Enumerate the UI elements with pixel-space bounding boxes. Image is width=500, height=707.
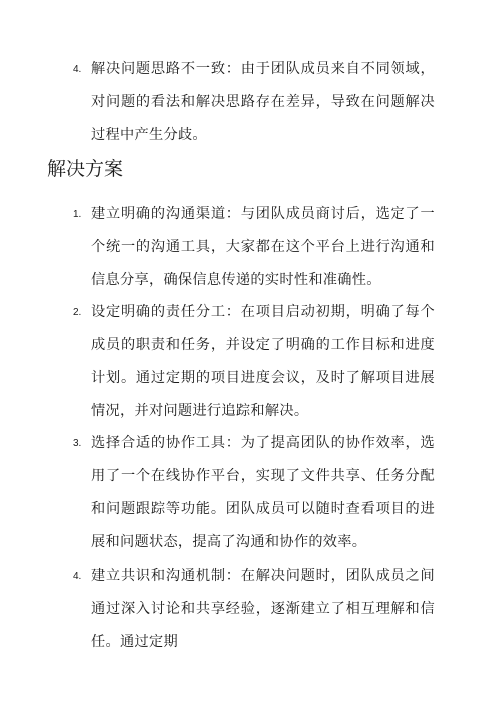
list-item-text: 建立共识和沟通机制：在解决问题时，团队成员之间通过深入讨论和共享经验，逐渐建立了相互理解和信任。通过定期	[91, 568, 435, 650]
list-item-text: 建立明确的沟通渠道：与团队成员商讨后，选定了一个统一的沟通工具，大家都在这个平台上进行沟通和信息分享，确保信息传递的实时性和准确性。	[91, 206, 435, 288]
list-item	[73, 427, 435, 559]
list-item	[73, 296, 435, 428]
list-item-text: 解决问题思路不一致：由于团队成员来自不同领域，对问题的看法和解决思路存在差异，导致在问题解决过程中产生分歧。	[91, 61, 435, 143]
list-item-number: 4.	[73, 571, 82, 582]
list-item-number: 1.	[73, 209, 82, 220]
list-item	[73, 53, 435, 152]
list-item	[73, 198, 435, 297]
list-item-text: 设定明确的责任分工：在项目启动初期，明确了每个成员的职责和任务，并设定了明确的工作目标和进度计划。通过定期的项目进度会议，及时了解项目进展情况，并对问题进行追踪和解决。	[91, 304, 435, 419]
list-item-text: 选择合适的协作工具：为了提高团队的协作效率，选用了一个在线协作平台，实现了文件共享、任务分配和问题跟踪等功能。团队成员可以随时查看项目的进展和问题状态，提高了沟通和协作的效率。	[91, 435, 435, 550]
list-item-number: 2.	[73, 307, 82, 318]
list-item-number: 4.	[73, 64, 82, 75]
list-item-number: 3.	[73, 438, 82, 449]
section-heading: 解决方案	[47, 158, 124, 180]
list-item	[73, 560, 435, 659]
